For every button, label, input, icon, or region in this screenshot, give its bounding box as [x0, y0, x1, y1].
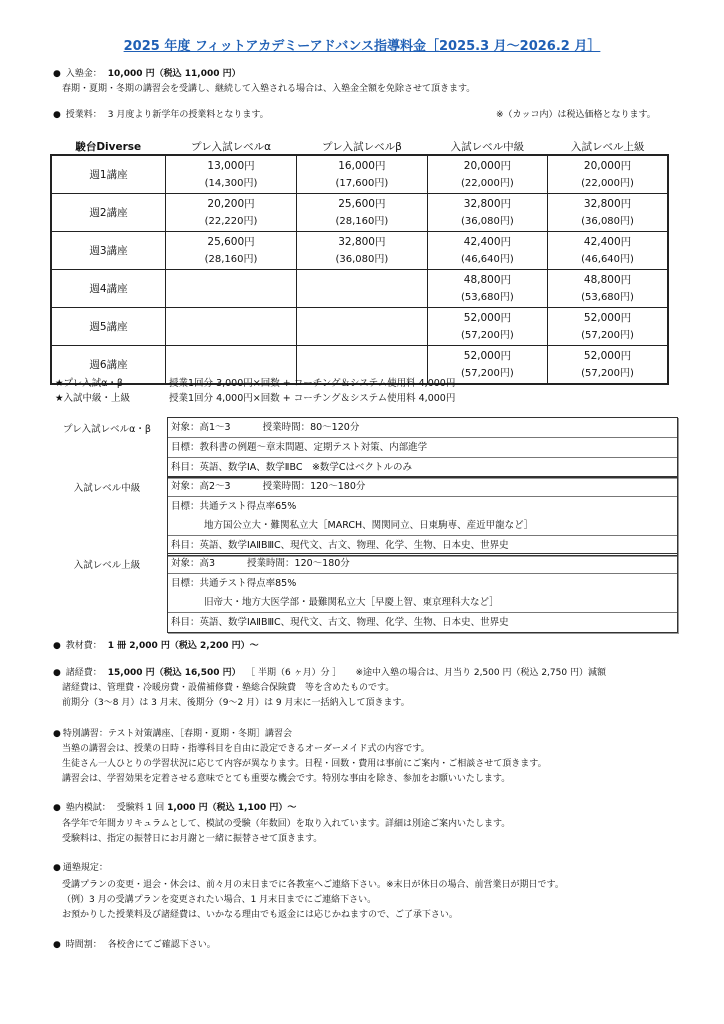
price-main: 25,600円 — [338, 197, 386, 210]
price-cell — [297, 194, 428, 232]
textbook-fee: ● 教材費： 1 冊 2,000 円（税込 2,200 円）～ — [53, 639, 259, 653]
price-cell — [297, 155, 428, 194]
price-main: 52,000円 — [463, 349, 512, 362]
price-taxed: (22,000円) — [581, 177, 634, 189]
level-row: 対象：高3 授業時間：120～180分 — [171, 558, 350, 569]
price-cell — [297, 270, 428, 308]
row-label: 週3講座 — [51, 232, 166, 270]
level-name-pre: プレ入試レベルα・β — [63, 424, 151, 435]
price-main: 42,400円 — [583, 235, 632, 248]
price-taxed: (53,680円) — [461, 291, 514, 303]
price-cell — [427, 232, 547, 270]
price-cell — [166, 194, 297, 232]
price-taxed: (28,160円) — [335, 215, 389, 227]
price-cell — [297, 232, 428, 270]
table-header-cell: プレ入試レベルβ — [321, 140, 402, 153]
price-taxed: (36,080円) — [335, 253, 389, 265]
price-main: 48,800円 — [463, 273, 512, 286]
price-cell — [548, 155, 668, 194]
price-main: 52,000円 — [583, 349, 632, 362]
price-cell — [166, 155, 297, 194]
table-row — [51, 194, 668, 232]
table-header-cell: プレ入試レベルα — [191, 140, 272, 153]
price-main: 20,000円 — [583, 159, 632, 172]
price-taxed: (57,200円) — [581, 329, 634, 341]
price-cell — [166, 232, 297, 270]
table-header-cell: 入試レベル中級 — [450, 140, 525, 153]
level-row: 対象：高2～3 授業時間：120～180分 — [171, 481, 366, 492]
price-taxed: (36,080円) — [581, 215, 634, 227]
expenses: ● 諸経費： 15,000 円（税込 16,500 円） ［ 半期（6 ヶ月）分 ］ ※途中入塾の場合は、月当り 2,500 円（税込 2,750 円）減額 — [53, 666, 606, 680]
price-taxed: (28,160円) — [204, 253, 258, 265]
special-courses: ● 特別講習：テスト対策講座、［春期・夏期・冬期］講習会 — [53, 727, 292, 741]
price-main: 20,000円 — [463, 159, 512, 172]
price-cell — [548, 308, 668, 346]
price-taxed: (46,640円) — [461, 253, 514, 265]
price-cell — [427, 308, 547, 346]
special-line: 当塾の講習会は、授業の日時・指導科目を自由に設定できるオーダーメイド式の内容です。 — [62, 744, 430, 754]
price-main: 52,000円 — [583, 311, 632, 324]
price-main: 25,600円 — [207, 235, 255, 248]
price-taxed: (22,000円) — [461, 177, 514, 189]
formula-line: ★プレ入試α・β 授業1回分 3,000円×回数 + コーチング＆システム使用料 4,000円 — [55, 378, 456, 389]
level-row: 目標：共通テスト得点率85% 旧帝大・地方大医学部・最難関私立大［早慶上智、東京理科大など］ — [168, 573, 677, 612]
mock-exam: ● 塾内模試： 受験料 1 回 1,000 円（税込 1,100 円）～ — [53, 801, 296, 815]
price-cell — [427, 155, 547, 194]
row-label: 週4講座 — [51, 270, 166, 308]
price-taxed: (14,300円) — [204, 177, 258, 189]
price-cell — [297, 308, 428, 346]
level-row: 目標：教科書の例題～章末問題、定期テスト対策、内部進学 — [168, 437, 677, 457]
expenses-line: 前期分（3～8 月）は 3 月末、後期分（9～2 月）は 9 月末に一括納入して頂きます。 — [62, 698, 410, 708]
price-taxed: (57,200円) — [581, 367, 634, 379]
special-line: 生徒さん一人ひとりの学習状況に応じて内容が異なります。日程・回数・費用は事前にご案内・ご相談させて頂きます。 — [62, 759, 547, 769]
row-label: 週1講座 — [51, 155, 166, 194]
rules-line: （例）3 月の受講プランを変更されたい場合、1 月末日までにご連絡下さい。 — [62, 895, 377, 905]
entrance-amount: 10,000 円（税込 11,000 円） — [107, 69, 241, 79]
tax-note: ※（カッコ内）は税込価格となります。 — [496, 110, 656, 120]
level-name-mid: 入試レベル中級 — [73, 483, 141, 494]
table-header-cell: 入試レベル上級 — [571, 140, 645, 153]
mock-line: 受験料は、指定の振替日にお月謝と一緒に振替させて頂きます。 — [62, 834, 323, 844]
price-main: 32,800円 — [338, 235, 386, 248]
expenses-line: 諸経費は、管理費・冷暖房費・設備補修費・塾総合保険費 等を含めたものです。 — [62, 683, 395, 693]
table-row — [51, 270, 668, 308]
price-cell — [548, 270, 668, 308]
level-box-upper — [167, 553, 678, 633]
price-cell — [548, 194, 668, 232]
page-title: 2025 年度 フィットアカデミーアドバンス指導料金［2025.3 月～2026.2 月］ — [123, 39, 601, 54]
price-main: 32,800円 — [463, 197, 512, 210]
rules-line: 受講プランの変更・退会・休会は、前々月の末日までに各教室へご連絡下さい。※末日が休日の場合、前営業日が期日です。 — [62, 880, 564, 890]
formula-line: ★入試中級・上級 授業1回分 4,000円×回数 + コーチング＆システム使用料 4,000円 — [55, 393, 456, 404]
fee-table — [50, 138, 669, 385]
price-taxed: (46,640円) — [581, 253, 634, 265]
level-box-mid — [167, 476, 678, 556]
price-main: 52,000円 — [463, 311, 512, 324]
price-cell — [166, 308, 297, 346]
price-cell — [548, 232, 668, 270]
formula-list — [55, 376, 455, 406]
price-main: 48,800円 — [583, 273, 632, 286]
price-main: 13,000円 — [207, 159, 255, 172]
tuition-label: 授業料： — [65, 110, 102, 120]
price-main: 16,000円 — [338, 159, 386, 172]
fee-table-header — [51, 138, 668, 155]
entrance-note: 春期・夏期・冬期の講習会を受講し、継続して入塾される場合は、入塾金全額を免除させて頂きます。 — [62, 84, 476, 94]
attendance-rules: ● 通塾規定： — [53, 861, 108, 875]
level-row: 科目：英語、数学ⅠAⅡBⅢC、現代文、古文、物理、化学、生物、日本史、世界史 — [168, 612, 677, 632]
price-taxed: (22,220円) — [204, 215, 258, 227]
special-line: 講習会は、学習効果を定着させる意味でとても重要な機会です。特別な事由を除き、参加をお願いいたします。 — [62, 774, 511, 784]
level-box-pre — [167, 417, 678, 478]
entrance-label: 入塾金： — [65, 69, 102, 79]
table-row — [51, 155, 668, 194]
table-row — [51, 232, 668, 270]
row-label: 週5講座 — [51, 308, 166, 346]
price-taxed: (36,080円) — [461, 215, 514, 227]
level-row: 科目：英語、数学ⅠA、数学ⅡBC ※数学Cはベクトルのみ — [168, 457, 677, 477]
schedule: ● 時間割： 各校舎にてご確認下さい。 — [53, 938, 216, 952]
price-cell — [166, 270, 297, 308]
tuition-note: 3 月度より新学年の授業料となります。 — [107, 110, 269, 120]
price-main: 42,400円 — [463, 235, 512, 248]
row-label: 週2講座 — [51, 194, 166, 232]
price-cell — [427, 270, 547, 308]
level-row: 目標：共通テスト得点率65% 地方国公立大・難関私立大［MARCH、関関同立、日東駒専、産近甲龍など］ — [168, 496, 677, 535]
table-row — [51, 308, 668, 346]
price-main: 20,200円 — [207, 197, 255, 210]
fee-table-body — [51, 155, 668, 384]
entrance-fee — [53, 67, 241, 81]
rules-line: お預かりした授業料及び諸経費は、いかなる理由でも返金には応じかねますので、ご了承下さい。 — [62, 910, 458, 920]
tuition — [53, 108, 269, 122]
level-row: 対象：高1～3 授業時間：80～120分 — [171, 422, 360, 433]
price-taxed: (53,680円) — [581, 291, 634, 303]
level-row: 科目：英語、数学ⅠAⅡBⅢC、現代文、古文、物理、化学、生物、日本史、世界史 — [168, 535, 677, 555]
mock-line: 各学年で年間カリキュラムとして、模試の受験（年数回）を取り入れています。詳細は別途ご案内いたします。 — [62, 819, 511, 829]
price-taxed: (17,600円) — [335, 177, 389, 189]
price-cell — [548, 346, 668, 385]
price-taxed: (57,200円) — [461, 367, 514, 379]
level-name-upper: 入試レベル上級 — [73, 560, 141, 571]
table-header-cell: 駿台Diverse — [75, 140, 142, 153]
price-cell — [427, 194, 547, 232]
row-label: 週6講座 — [51, 346, 166, 385]
price-taxed: (57,200円) — [461, 329, 514, 341]
price-main: 32,800円 — [583, 197, 632, 210]
